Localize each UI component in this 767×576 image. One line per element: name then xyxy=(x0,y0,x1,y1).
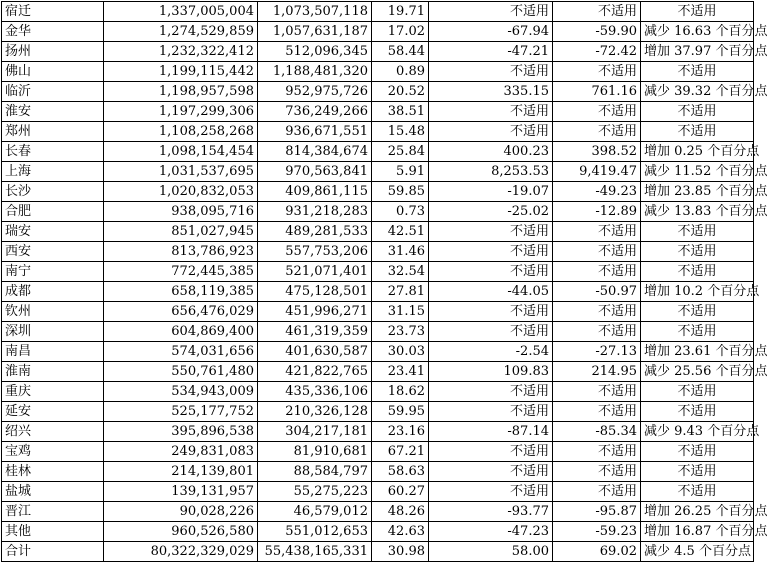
table-row xyxy=(2,162,754,182)
cost-change-cell: 不适用 xyxy=(553,402,641,422)
margin-change-cell: 减少 25.56 个百分点 xyxy=(641,362,754,382)
margin-cell: 31.15 xyxy=(372,302,429,322)
revenue-cell: 534,943,009 xyxy=(104,382,258,402)
region-cell: 晋江 xyxy=(2,502,104,522)
table-row xyxy=(2,202,754,222)
table-row xyxy=(2,62,754,82)
region-cell: 宝鸡 xyxy=(2,442,104,462)
table-row xyxy=(2,522,754,542)
margin-change-cell: 不适用 xyxy=(641,402,754,422)
cost-cell: 931,218,283 xyxy=(258,202,372,222)
cost-cell: 936,671,551 xyxy=(258,122,372,142)
table-row xyxy=(2,302,754,322)
table-row xyxy=(2,22,754,42)
cost-change-cell: -50.97 xyxy=(553,282,641,302)
revenue-cell: 574,031,656 xyxy=(104,342,258,362)
margin-change-cell: 减少 4.5 个百分点 xyxy=(641,542,754,562)
region-cell: 合计 xyxy=(2,542,104,562)
table-row xyxy=(2,422,754,442)
region-cell: 长春 xyxy=(2,142,104,162)
cost-change-cell: -27.13 xyxy=(553,342,641,362)
margin-change-cell: 不适用 xyxy=(641,222,754,242)
revenue-change-cell: -47.21 xyxy=(429,42,553,62)
margin-change-cell: 不适用 xyxy=(641,2,754,22)
cost-change-cell: 214.95 xyxy=(553,362,641,382)
cost-change-cell: 398.52 xyxy=(553,142,641,162)
revenue-change-cell: -93.77 xyxy=(429,502,553,522)
table-row xyxy=(2,462,754,482)
margin-cell: 23.16 xyxy=(372,422,429,442)
revenue-cell: 1,274,529,859 xyxy=(104,22,258,42)
region-cell: 郑州 xyxy=(2,122,104,142)
revenue-cell: 249,831,083 xyxy=(104,442,258,462)
revenue-change-cell: 不适用 xyxy=(429,302,553,322)
margin-change-cell: 减少 39.32 个百分点 xyxy=(641,82,754,102)
table-row xyxy=(2,502,754,522)
margin-cell: 20.52 xyxy=(372,82,429,102)
margin-change-cell: 增加 0.25 个百分点 xyxy=(641,142,754,162)
margin-cell: 59.85 xyxy=(372,182,429,202)
revenue-change-cell: 不适用 xyxy=(429,102,553,122)
margin-change-cell: 增加 26.25 个百分点 xyxy=(641,502,754,522)
table-row xyxy=(2,222,754,242)
table-row xyxy=(2,282,754,302)
cost-cell: 1,188,481,320 xyxy=(258,62,372,82)
margin-cell: 60.27 xyxy=(372,482,429,502)
revenue-cell: 1,031,537,695 xyxy=(104,162,258,182)
margin-cell: 58.44 xyxy=(372,42,429,62)
cost-cell: 557,753,206 xyxy=(258,242,372,262)
cost-cell: 736,249,266 xyxy=(258,102,372,122)
table-row xyxy=(2,402,754,422)
cost-change-cell: 不适用 xyxy=(553,462,641,482)
margin-cell: 32.54 xyxy=(372,262,429,282)
cost-change-cell: -72.42 xyxy=(553,42,641,62)
table-row xyxy=(2,242,754,262)
cost-cell: 409,861,115 xyxy=(258,182,372,202)
revenue-cell: 1,108,258,268 xyxy=(104,122,258,142)
margin-cell: 67.21 xyxy=(372,442,429,462)
cost-cell: 210,326,128 xyxy=(258,402,372,422)
revenue-change-cell: 不适用 xyxy=(429,322,553,342)
table-row xyxy=(2,142,754,162)
revenue-cell: 1,197,299,306 xyxy=(104,102,258,122)
margin-change-cell: 减少 13.83 个百分点 xyxy=(641,202,754,222)
cost-cell: 88,584,797 xyxy=(258,462,372,482)
region-cell: 深圳 xyxy=(2,322,104,342)
revenue-change-cell: 不适用 xyxy=(429,462,553,482)
region-cell: 上海 xyxy=(2,162,104,182)
revenue-cell: 550,761,480 xyxy=(104,362,258,382)
margin-cell: 30.98 xyxy=(372,542,429,562)
cost-cell: 475,128,501 xyxy=(258,282,372,302)
cost-cell: 952,975,726 xyxy=(258,82,372,102)
cost-change-cell: 761.16 xyxy=(553,82,641,102)
region-cell: 桂林 xyxy=(2,462,104,482)
revenue-cell: 525,177,752 xyxy=(104,402,258,422)
margin-change-cell: 增加 23.85 个百分点 xyxy=(641,182,754,202)
revenue-cell: 80,322,329,029 xyxy=(104,542,258,562)
revenue-cell: 1,337,005,004 xyxy=(104,2,258,22)
margin-cell: 17.02 xyxy=(372,22,429,42)
cost-change-cell: 不适用 xyxy=(553,2,641,22)
cost-change-cell: -85.34 xyxy=(553,422,641,442)
table-row xyxy=(2,122,754,142)
table-row xyxy=(2,102,754,122)
cost-change-cell: 不适用 xyxy=(553,322,641,342)
region-cell: 金华 xyxy=(2,22,104,42)
table-row xyxy=(2,42,754,62)
margin-cell: 15.48 xyxy=(372,122,429,142)
margin-change-cell: 不适用 xyxy=(641,102,754,122)
total-row xyxy=(2,542,754,562)
table-row xyxy=(2,82,754,102)
margin-cell: 0.73 xyxy=(372,202,429,222)
table-row xyxy=(2,382,754,402)
revenue-cell: 772,445,385 xyxy=(104,262,258,282)
table-row xyxy=(2,322,754,342)
revenue-cell: 851,027,945 xyxy=(104,222,258,242)
cost-change-cell: 不适用 xyxy=(553,222,641,242)
region-cell: 南宁 xyxy=(2,262,104,282)
margin-cell: 48.26 xyxy=(372,502,429,522)
cost-cell: 1,073,507,118 xyxy=(258,2,372,22)
table-row xyxy=(2,442,754,462)
revenue-change-cell: -67.94 xyxy=(429,22,553,42)
cost-change-cell: -59.90 xyxy=(553,22,641,42)
cost-cell: 489,281,533 xyxy=(258,222,372,242)
revenue-change-cell: -87.14 xyxy=(429,422,553,442)
margin-change-cell: 减少 16.63 个百分点 xyxy=(641,22,754,42)
cost-change-cell: 69.02 xyxy=(553,542,641,562)
table-row xyxy=(2,362,754,382)
cost-change-cell: 不适用 xyxy=(553,122,641,142)
cost-cell: 46,579,012 xyxy=(258,502,372,522)
margin-change-cell: 不适用 xyxy=(641,242,754,262)
cost-change-cell: -49.23 xyxy=(553,182,641,202)
cost-cell: 55,438,165,331 xyxy=(258,542,372,562)
region-cell: 钦州 xyxy=(2,302,104,322)
revenue-change-cell: 109.83 xyxy=(429,362,553,382)
table-row xyxy=(2,482,754,502)
margin-change-cell: 不适用 xyxy=(641,302,754,322)
margin-cell: 5.91 xyxy=(372,162,429,182)
revenue-change-cell: 335.15 xyxy=(429,82,553,102)
region-cell: 绍兴 xyxy=(2,422,104,442)
margin-cell: 23.41 xyxy=(372,362,429,382)
margin-cell: 19.71 xyxy=(372,2,429,22)
cost-change-cell: 不适用 xyxy=(553,102,641,122)
margin-cell: 59.95 xyxy=(372,402,429,422)
margin-change-cell: 增加 23.61 个百分点 xyxy=(641,342,754,362)
table-row xyxy=(2,2,754,22)
region-cell: 其他 xyxy=(2,522,104,542)
margin-change-cell: 不适用 xyxy=(641,462,754,482)
table-body xyxy=(2,2,767,562)
margin-cell: 25.84 xyxy=(372,142,429,162)
cost-change-cell: 不适用 xyxy=(553,382,641,402)
margin-change-cell: 不适用 xyxy=(641,382,754,402)
revenue-change-cell: 400.23 xyxy=(429,142,553,162)
table-row xyxy=(2,262,754,282)
revenue-cell: 1,199,115,442 xyxy=(104,62,258,82)
margin-change-cell: 减少 9.43 个百分点 xyxy=(641,422,754,442)
revenue-change-cell: 不适用 xyxy=(429,402,553,422)
margin-cell: 18.62 xyxy=(372,382,429,402)
cost-cell: 435,336,106 xyxy=(258,382,372,402)
cost-cell: 970,563,841 xyxy=(258,162,372,182)
margin-change-cell: 不适用 xyxy=(641,442,754,462)
cost-change-cell: 不适用 xyxy=(553,262,641,282)
revenue-cell: 938,095,716 xyxy=(104,202,258,222)
cost-cell: 461,319,359 xyxy=(258,322,372,342)
revenue-cell: 395,896,538 xyxy=(104,422,258,442)
region-revenue-table xyxy=(1,1,767,562)
region-cell: 延安 xyxy=(2,402,104,422)
region-cell: 南昌 xyxy=(2,342,104,362)
margin-change-cell: 减少 11.52 个百分点 xyxy=(641,162,754,182)
revenue-cell: 90,028,226 xyxy=(104,502,258,522)
revenue-change-cell: -47.23 xyxy=(429,522,553,542)
cost-cell: 401,630,587 xyxy=(258,342,372,362)
cost-cell: 512,096,345 xyxy=(258,42,372,62)
revenue-cell: 658,119,385 xyxy=(104,282,258,302)
region-cell: 临沂 xyxy=(2,82,104,102)
revenue-change-cell: 不适用 xyxy=(429,2,553,22)
margin-change-cell: 增加 10.2 个百分点 xyxy=(641,282,754,302)
revenue-change-cell: 不适用 xyxy=(429,382,553,402)
region-cell: 合肥 xyxy=(2,202,104,222)
region-cell: 成都 xyxy=(2,282,104,302)
cost-cell: 55,275,223 xyxy=(258,482,372,502)
region-cell: 瑞安 xyxy=(2,222,104,242)
cost-cell: 451,996,271 xyxy=(258,302,372,322)
revenue-cell: 1,198,957,598 xyxy=(104,82,258,102)
revenue-change-cell: -19.07 xyxy=(429,182,553,202)
cost-change-cell: -12.89 xyxy=(553,202,641,222)
revenue-cell: 960,526,580 xyxy=(104,522,258,542)
cost-cell: 1,057,631,187 xyxy=(258,22,372,42)
margin-change-cell: 增加 37.97 个百分点 xyxy=(641,42,754,62)
cost-cell: 421,822,765 xyxy=(258,362,372,382)
cost-change-cell: 不适用 xyxy=(553,302,641,322)
revenue-change-cell: 不适用 xyxy=(429,122,553,142)
margin-change-cell: 不适用 xyxy=(641,62,754,82)
cost-change-cell: 不适用 xyxy=(553,62,641,82)
cost-cell: 814,384,674 xyxy=(258,142,372,162)
margin-cell: 31.46 xyxy=(372,242,429,262)
table-container xyxy=(1,1,767,562)
cost-change-cell: -59.23 xyxy=(553,522,641,542)
revenue-cell: 139,131,957 xyxy=(104,482,258,502)
margin-change-cell: 不适用 xyxy=(641,122,754,142)
margin-cell: 23.73 xyxy=(372,322,429,342)
cost-change-cell: 不适用 xyxy=(553,482,641,502)
revenue-cell: 1,098,154,454 xyxy=(104,142,258,162)
cost-cell: 521,071,401 xyxy=(258,262,372,282)
cost-change-cell: 9,419.47 xyxy=(553,162,641,182)
margin-cell: 30.03 xyxy=(372,342,429,362)
revenue-cell: 604,869,400 xyxy=(104,322,258,342)
margin-change-cell: 不适用 xyxy=(641,262,754,282)
region-cell: 淮南 xyxy=(2,362,104,382)
margin-change-cell: 增加 16.87 个百分点 xyxy=(641,522,754,542)
revenue-cell: 1,232,322,412 xyxy=(104,42,258,62)
margin-change-cell: 不适用 xyxy=(641,322,754,342)
cost-cell: 551,012,653 xyxy=(258,522,372,542)
region-cell: 淮安 xyxy=(2,102,104,122)
revenue-change-cell: 不适用 xyxy=(429,262,553,282)
margin-change-cell: 不适用 xyxy=(641,482,754,502)
revenue-change-cell: 不适用 xyxy=(429,62,553,82)
revenue-change-cell: 不适用 xyxy=(429,222,553,242)
margin-cell: 38.51 xyxy=(372,102,429,122)
revenue-change-cell: -2.54 xyxy=(429,342,553,362)
margin-cell: 0.89 xyxy=(372,62,429,82)
margin-cell: 42.51 xyxy=(372,222,429,242)
cost-change-cell: 不适用 xyxy=(553,442,641,462)
region-cell: 宿迁 xyxy=(2,2,104,22)
revenue-cell: 214,139,801 xyxy=(104,462,258,482)
table-row xyxy=(2,182,754,202)
revenue-change-cell: 8,253.53 xyxy=(429,162,553,182)
revenue-change-cell: 不适用 xyxy=(429,242,553,262)
margin-cell: 58.63 xyxy=(372,462,429,482)
revenue-change-cell: 不适用 xyxy=(429,442,553,462)
region-cell: 重庆 xyxy=(2,382,104,402)
revenue-cell: 1,020,832,053 xyxy=(104,182,258,202)
revenue-change-cell: 58.00 xyxy=(429,542,553,562)
revenue-change-cell: 不适用 xyxy=(429,482,553,502)
revenue-change-cell: -44.05 xyxy=(429,282,553,302)
margin-cell: 42.63 xyxy=(372,522,429,542)
margin-cell: 27.81 xyxy=(372,282,429,302)
cost-change-cell: 不适用 xyxy=(553,242,641,262)
region-cell: 扬州 xyxy=(2,42,104,62)
revenue-cell: 656,476,029 xyxy=(104,302,258,322)
region-cell: 盐城 xyxy=(2,482,104,502)
region-cell: 长沙 xyxy=(2,182,104,202)
cost-cell: 81,910,681 xyxy=(258,442,372,462)
region-cell: 佛山 xyxy=(2,62,104,82)
table-row xyxy=(2,342,754,362)
region-cell: 西安 xyxy=(2,242,104,262)
cost-cell: 304,217,181 xyxy=(258,422,372,442)
cost-change-cell: -95.87 xyxy=(553,502,641,522)
revenue-cell: 813,786,923 xyxy=(104,242,258,262)
revenue-change-cell: -25.02 xyxy=(429,202,553,222)
